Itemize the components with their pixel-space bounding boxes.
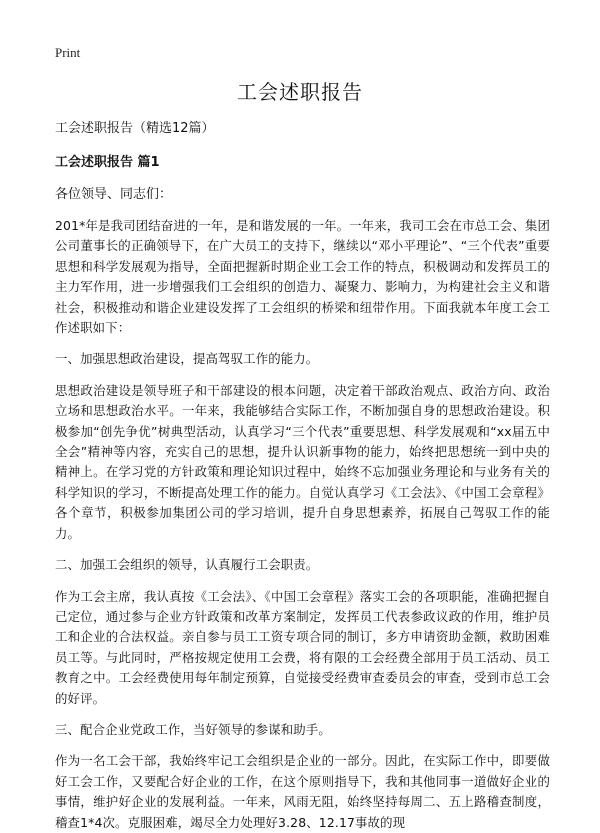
document-title: 工会述职报告 — [237, 80, 363, 104]
heading-point-2: 二、加强工会组织的领导，认真履行工会职责。 — [55, 557, 319, 573]
paragraph-point-2: 作为工会主席，我认真按《工会法》、《中国工会章程》落实工会的各项职能，准确把握自己定位，通过参与企业方针政策和改革方案制定，发挥员工代表参政议政的作用，维护员工和企业的合法权益。亲自参与员工工资专项合同的制订，多方申请资助金额，救助困难员工等。与此同时，严格按规定使用工会费，将有限的工会经费全部用于员工活动、员工教育之中。工会经费使用每年制定预算，自觉接受经费审查委员会的审查，受到市总工会的好评。 — [55, 588, 550, 706]
paragraph-point-1: 思想政治建设是领导班子和干部建设的根本问题，决定着干部政治观点、政治方向、政治立场和思想政治水平。一年来，我能够结合实际工作，不断加强自身的思想政治建设。积极参加“创先争优”树典型活动，认真学习“三个代表”重要思想、科学发展观和“xx届五中全会”精神等内容，充实自己的思想，提升认识新事物的能力，始终把思想统一到中央的精神上。在学习党的方针政策和理论知识过程中，始终不忘加强业务理论和与业务有关的科学知识的学习，不断提高处理工作的能力。自觉认真学习《工会法》、《中国工会章程》各个章节，积极参加集团公司的学习培训，提升自身思想素养，拓展自己驾驭工作的能力。 — [55, 382, 550, 541]
print-link[interactable]: Print — [55, 45, 81, 60]
heading-point-3: 三、配合企业党政工作，当好领导的参谋和助手。 — [55, 721, 331, 737]
section-heading: 工会述职报告 篇1 — [55, 155, 160, 170]
greeting: 各位领导、同志们： — [55, 187, 173, 202]
paragraph-intro: 201*年是我司团结奋进的一年，是和谐发展的一年。一年来，我司工会在市总工会、集团公司董事长的正确领导下，在广大员工的支持下，继续以“邓小平理论”、“三个代表”重要思想和科学发展观为指导，全面把握新时期企业工会工作的特点，积极调动和发挥员工的主力军作用，进一步增强我们工会组织的创造力、凝聚力、影响力，为构建社会主义和谐社会，积极推动和谐企业建设发挥了工会组织的桥梁和纽带作用。下面我就本年度工会工作述职如下： — [55, 218, 550, 336]
document-body — [55, 118, 550, 833]
document-subtitle: 工会述职报告（精选12篇） — [55, 121, 215, 136]
paragraph-point-3: 作为一名工会干部，我始终牢记工会组织是企业的一部分。因此，在实际工作中，即要做好工会工作，又要配合好企业的工作，在这个原则指导下，我和其他同事一道做好企业的事情，维护好企业的发展利益。一年来，风雨无阻，始终坚持每周二、五上路稽查制度，稽查1*4次。克服困难，竭尽全力处理好3.28、12.17事故的现 — [55, 753, 550, 830]
heading-point-1: 一、加强思想政治建设，提高驾驭工作的能力。 — [55, 351, 319, 367]
